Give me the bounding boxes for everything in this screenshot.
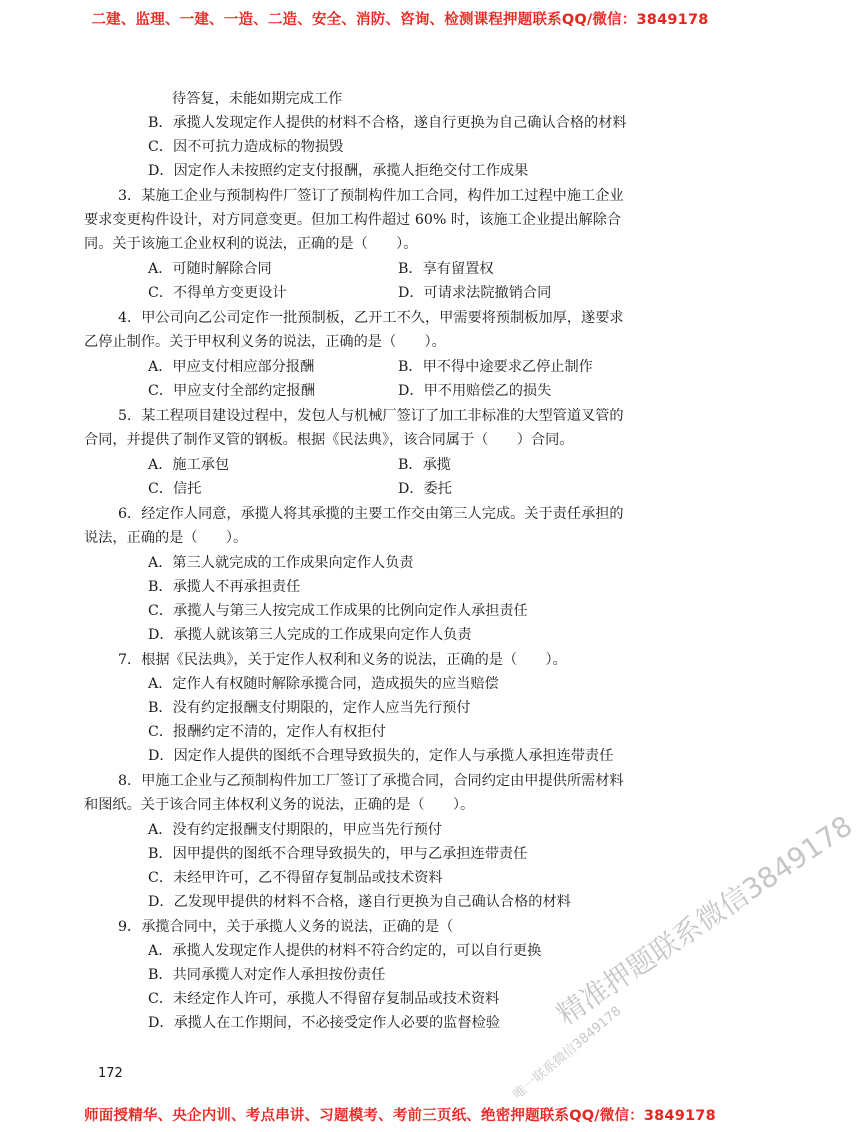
text-line: 6．经定作人同意，承揽人将其承揽的主要工作交由第三人完成。关于责任承担的: [118, 506, 624, 522]
text-line: A．没有约定报酬支付期限的，甲应当先行预付: [148, 822, 442, 838]
text-line: C．承揽人与第三人按完成工作成果的比例向定作人承担责任: [148, 603, 528, 619]
text-line: A．可随时解除合同: [148, 261, 272, 277]
text-line: 待答复，未能如期完成工作: [172, 91, 343, 107]
text-line: A．甲应支付相应部分报酬: [148, 359, 315, 375]
header-ad-banner: 二建、监理、一建、一造、二造、安全、消防、咨询、检测课程押题联系QQ/微信：3849178: [91, 12, 709, 28]
text-line: B．因甲提供的图纸不合理导致损失的，甲与乙承担连带责任: [148, 846, 528, 862]
text-line: D．乙发现甲提供的材料不合格，遂自行更换为自己确认合格的材料: [148, 894, 571, 910]
text-line: C．甲应支付全部约定报酬: [148, 383, 315, 399]
text-line: 7．根据《民法典》，关于定作人权利和义务的说法，正确的是（ ）。: [118, 652, 567, 668]
text-line: 同。关于该施工企业权利的说法，正确的是（ ）。: [84, 236, 418, 252]
text-line: 3．某施工企业与预制构件厂签订了预制构件加工合同，构件加工过程中施工企业: [118, 188, 624, 204]
text-line: C．未经定作人许可，承揽人不得留存复制品或技术资料: [148, 991, 500, 1007]
text-line: C．因不可抗力造成标的物损毁: [148, 139, 344, 155]
text-line: D．因定作人未按照约定支付报酬，承揽人拒绝交付工作成果: [148, 163, 529, 179]
text-line: D．委托: [398, 481, 452, 497]
watermark-small: 唯一联系微信3849178: [510, 1003, 625, 1103]
text-line: D．承揽人就该第三人完成的工作成果向定作人负责: [148, 627, 472, 643]
text-line: A．第三人就完成的工作成果向定作人负责: [148, 555, 414, 571]
watermark-large: 精准押题联系微信3849178: [550, 809, 859, 1032]
page-number: 172: [98, 1066, 123, 1081]
text-line: 和图纸。关于该合同主体权利义务的说法，正确的是（ ）。: [84, 797, 475, 813]
text-line: 说法，正确的是（ ）。: [84, 530, 248, 546]
text-line: 8．甲施工企业与乙预制构件加工厂签订了承揽合同，合同约定由甲提供所需材料: [118, 773, 624, 789]
text-line: B．没有约定报酬支付期限的，定作人应当先行预付: [148, 700, 471, 716]
text-line: A．定作人有权随时解除承揽合同，造成损失的应当赔偿: [148, 676, 499, 692]
text-line: D．承揽人在工作期间，不必接受定作人必要的监督检验: [148, 1015, 500, 1031]
text-line: D．可请求法院撤销合同: [398, 285, 552, 301]
text-line: C．未经甲许可，乙不得留存复制品或技术资料: [148, 870, 443, 886]
text-line: 合同，并提供了制作叉管的钢板。根据《民法典》，该合同属于（ ）合同。: [84, 432, 574, 448]
text-line: D．因定作人提供的图纸不合理导致损失的，定作人与承揽人承担连带责任: [148, 748, 614, 764]
text-line: B．甲不得中途要求乙停止制作: [398, 359, 593, 375]
text-line: 要求变更构件设计，对方同意变更。但加工构件超过 60% 时，该施工企业提出解除合: [84, 212, 622, 228]
text-line: 9．承揽合同中，关于承揽人义务的说法，正确的是（: [118, 919, 454, 935]
footer-ad-banner: 师面授精华、央企内训、考点串讲、习题模考、考前三页纸、绝密押题联系QQ/微信：3849178: [84, 1108, 716, 1124]
text-line: B．享有留置权: [398, 261, 494, 277]
text-line: B．承揽: [398, 457, 451, 473]
text-line: 5．某工程项目建设过程中，发包人与机械厂签订了加工非标准的大型管道叉管的: [118, 408, 624, 424]
text-line: C．报酬约定不清的，定作人有权拒付: [148, 724, 386, 740]
text-line: C．信托: [148, 481, 202, 497]
text-line: B．共同承揽人对定作人承担按份责任: [148, 967, 386, 983]
text-line: B．承揽人不再承担责任: [148, 579, 301, 595]
text-line: A．承揽人发现定作人提供的材料不符合约定的，可以自行更换: [148, 943, 542, 959]
text-line: C．不得单方变更设计: [148, 285, 287, 301]
text-line: 乙停止制作。关于甲权利义务的说法，正确的是（ ）。: [84, 334, 446, 350]
text-line: D．甲不用赔偿乙的损失: [398, 383, 552, 399]
text-line: A．施工承包: [148, 457, 230, 473]
text-line: B．承揽人发现定作人提供的材料不合格，遂自行更换为自己确认合格的材料: [148, 115, 627, 131]
text-line: 4．甲公司向乙公司定作一批预制板，乙开工不久，甲需要将预制板加厚，遂要求: [118, 310, 624, 326]
